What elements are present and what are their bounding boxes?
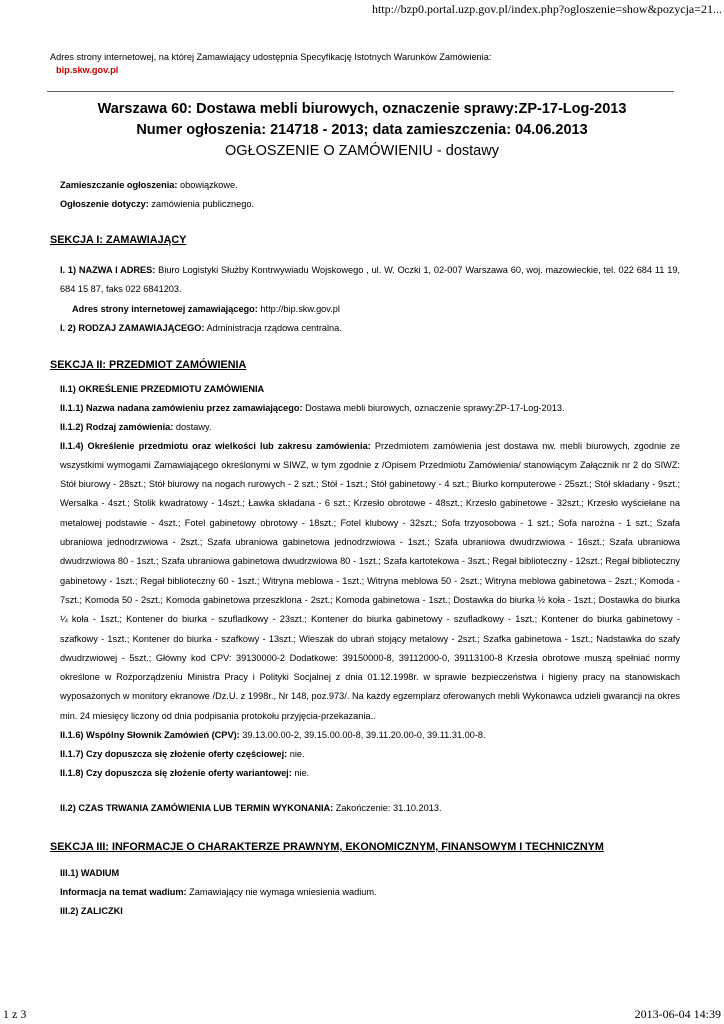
label: II.2) CZAS TRWANIA ZAMÓWIENIA LUB TERMIN WYKONANIA: bbox=[60, 803, 334, 814]
section-2-heading: SEKCJA II: PRZEDMIOT ZAMÓWIENIA bbox=[50, 358, 247, 371]
s3-info-wadium bbox=[60, 883, 680, 902]
label: II.1.1) Nazwa nadana zamówieniu przez zamawiającego: bbox=[60, 402, 303, 413]
print-datetime: 2013-06-04 14:39 bbox=[634, 1007, 721, 1021]
value: obowiązkowe. bbox=[177, 180, 238, 190]
section-1-heading: SEKCJA I: ZAMAWIAJĄCY bbox=[50, 234, 187, 246]
s3-wadium bbox=[60, 864, 680, 883]
value: Administracja rządowa centralna. bbox=[204, 322, 342, 333]
label: II.1.2) Rodzaj zamówienia: bbox=[60, 421, 174, 432]
section-3-heading: SEKCJA III: INFORMACJE O CHARAKTERZE PRAWNYM, EKONOMICZNYM, FINANSOWYM I TECHNICZNYM bbox=[50, 841, 604, 854]
label: II.1.4) Określenie przedmiotu oraz wielkości lub zakresu zamówienia: bbox=[60, 440, 371, 451]
value: Zakończenie: 31.10.2013. bbox=[333, 803, 442, 814]
siwz-notice-text: Adres strony internetowej, na której Zamawiający udostępnia Specyfikację Istotnych Warunków Zamówienia: bbox=[50, 52, 492, 62]
label: III.1) WADIUM bbox=[60, 868, 120, 879]
s2-cpv bbox=[60, 726, 680, 745]
value: Dostawa mebli biurowych, oznaczenie sprawy:ZP-17-Log-2013. bbox=[302, 402, 565, 413]
title-line-1: Warszawa 60: Dostawa mebli biurowych, oznaczenie sprawy:ZP-17-Log-2013 bbox=[97, 101, 627, 117]
value: zamówienia publicznego. bbox=[148, 199, 255, 209]
label: Ogłoszenie dotyczy: bbox=[60, 199, 149, 209]
label: II.1.6) Wspólny Słownik Zamówień (CPV): bbox=[60, 730, 240, 741]
value: 39.13.00.00-2, 39.15.00.00-8, 39.11.20.00-0, 39.11.31.00-8. bbox=[239, 730, 486, 741]
s2-wariantowe bbox=[60, 764, 680, 783]
s2-czesciowe bbox=[60, 745, 680, 764]
label: III.2) ZALICZKI bbox=[60, 906, 123, 917]
s2-nazwa bbox=[60, 399, 680, 418]
page-counter: 1 z 3 bbox=[3, 1007, 27, 1021]
s1-nazwa-adres bbox=[60, 261, 680, 300]
siwz-notice bbox=[50, 51, 491, 77]
label: Informacja na temat wadium: bbox=[60, 887, 187, 898]
value: http://bip.skw.gov.pl bbox=[257, 303, 340, 314]
s2-opis bbox=[60, 437, 680, 726]
s2-okreslenie bbox=[60, 380, 680, 399]
title-line-2: Numer ogłoszenia: 214718 - 2013; data zamieszczenia: 04.06.2013 bbox=[136, 122, 588, 138]
siwz-url-link[interactable]: bip.skw.gov.pl bbox=[56, 65, 119, 75]
label: II.1.8) Czy dopuszcza się złożenie oferty wariantowej: bbox=[60, 768, 292, 779]
s2-czas bbox=[60, 799, 680, 818]
value: Przedmiotem zamówienia jest dostawa nw. mebli biurowych, zgodnie ze wszystkimi wymogami Zamawiającego określonymi w SIWZ, w tym zgodnie z /Opisem Przedmiotu Zamówienia/ stanowiącym Załącznik nr 2 do SIWZ: Stół biurowy - 28szt.; Stół biurowy na nogach rurowych - 2 szt.; Stół - 1szt.; Stół gabinetowy - 4 szt.; Biurko komputerowe - 25szt.; Stół składany - 9szt.; Wersalka - 4szt.; Stolik kwadratowy - 14szt.; Ławka składana - 6 szt.; Krzesło obrotowe - 48szt.; Krzesło gabinetowe - 32szt.; Krzesło wyściełane na metalowej podstawie - 4szt.; Fotel gabinetowy obrotowy - 18szt.; Fotel klubowy - 32szt.; Sofa trzyosobowa - 1 szt.; Sofa narożna - 1 szt.; Szafa ubraniowa jednodrzwiowa - 2szt.; Szafa ubraniowa gabinetowa jednodrzwiowa - 1szt.; Szafa ubraniowa dwudrzwiowa - 16szt.; Szafa ubraniowa dwudrzwiowa 80 - 1szt.; Szafa ubraniowa gabinetowa dwudrzwiowa 80 - 1szt.; Szafa kartotekowa - 3szt.; Regał biblioteczny - 12szt.; Regał biblioteczny gabinetowy - 1szt.; Regał biblioteczny 60 - 1szt.; Witryna meblowa - 1szt.; Witryna meblowa 50 - 2szt.; Witryna meblowa gabinetowa - 2szt.; Komoda - 7szt.; Komoda 50 - 2szt.; Komoda gabinetowa przeszklona - 2szt.; Komoda gabinetowa - 1szt.; Dostawka do biurka ½ koła - 1szt.; Dostawka do biurka ¼ koła - 1szt.; Kontener do biurka - szufladkowy - 23szt.; Kontener do biurka gabinetowy - szufladkowy - 1szt.; Kontener do biurka gabinetowy - szafkowy - 1szt.; Kontener do biurka - szafkowy - 13szt.; Wieszak do ubrań stojący metalowy - 2szt.; Szafka gabinetowa - 1szt.; Nadstawka do szafy dwudrzwiowej - 5szt.; Główny kod CPV: 39130000-2 Dodatkowe: 39150000-8, 39112000-0, 39113100-8 Krzesła obrotowe muszą spełniać normy określone w Rozporządzeniu Ministra Pracy i Polityki Socjalnej z dnia 01.12.1998r. w sprawie bezpieczeństwa i higieny pracy na stanowiskach wyposażonych w monitory ekranowe /Dz.U. z 1998r., Nr 148, poz.973/. Na każdy egzemplarz oferowanych mebli Wykonawca udzieli gwarancji na okres min. 24 miesięcy liczony od dnia podpisania protokołu przyjęcia-przekazania.. bbox=[60, 440, 680, 721]
intro-dotyczy bbox=[60, 195, 680, 214]
value: nie. bbox=[287, 749, 305, 760]
intro-zamieszczanie bbox=[60, 176, 680, 195]
value: dostawy. bbox=[173, 421, 212, 432]
s2-rodzaj bbox=[60, 418, 680, 437]
label: II.1) OKREŚLENIE PRZEDMIOTU ZAMÓWIENIA bbox=[60, 383, 265, 394]
s1-www bbox=[60, 300, 680, 319]
s1-rodzaj bbox=[60, 319, 680, 338]
header-divider bbox=[47, 91, 674, 92]
label: Zamieszczanie ogłoszenia: bbox=[60, 180, 178, 190]
title-line-3: OGŁOSZENIE O ZAMÓWIENIU - dostawy bbox=[225, 143, 499, 159]
s3-zaliczki bbox=[60, 902, 680, 921]
notice-body bbox=[50, 176, 680, 921]
value: Biuro Logistyki Służby Kontrwywiadu Wojskowego , ul. W. Oczki 1, 02-007 Warszawa 60, woj. mazowieckie, tel. 022 684 11 19, 684 15 87, faks 022 6841203. bbox=[60, 265, 680, 295]
label: II.1.7) Czy dopuszcza się złożenie oferty częściowej: bbox=[60, 749, 288, 760]
value: nie. bbox=[291, 768, 310, 779]
label: I. 2) RODZAJ ZAMAWIAJĄCEGO: bbox=[60, 322, 205, 333]
label: Adres strony internetowej zamawiającego: bbox=[72, 303, 258, 314]
notice-title bbox=[0, 99, 724, 162]
browser-url: http://bzp0.portal.uzp.gov.pl/index.php?ogloszenie=show&pozycja=21... bbox=[371, 2, 722, 16]
label: I. 1) NAZWA I ADRES: bbox=[60, 265, 156, 275]
value: Zamawiający nie wymaga wniesienia wadium. bbox=[186, 887, 377, 898]
